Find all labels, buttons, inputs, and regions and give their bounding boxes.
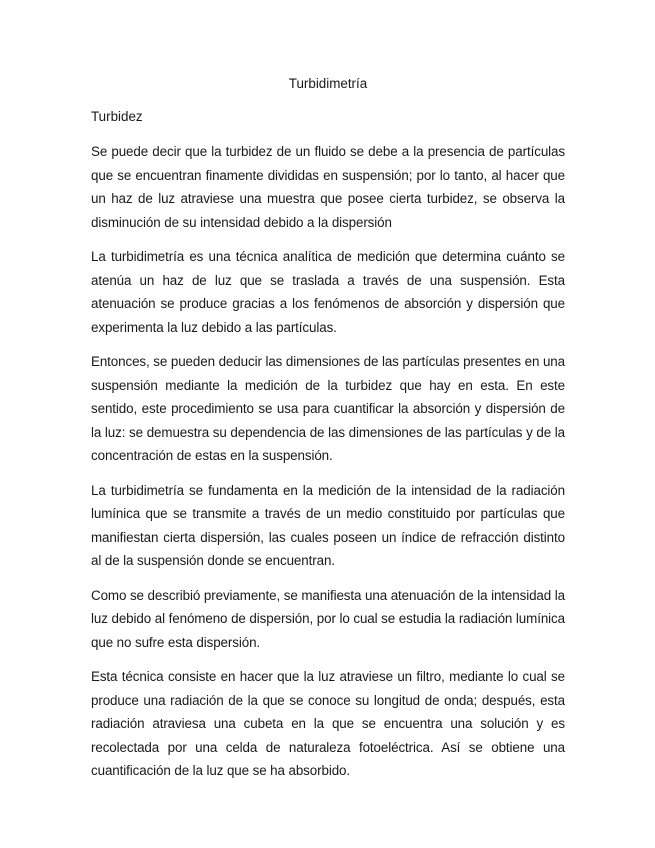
paragraph-6: Esta técnica consiste en hacer que la luz atraviese un filtro, mediante lo cual se produce una radiación de la que se conoce su longitud de onda; después, esta radiación atraviesa una cubeta en la que se encuentra una solución y es recolectada por una celda de naturaleza fotoeléctrica. Así se obtiene una cuantificación de la luz que se ha absorbido.: [91, 669, 565, 778]
paragraph-5: Como se describió previamente, se manifiesta una atenuación de la intensidad la luz debido al fenómeno de dispersión, por lo cual se estudia la radiación lumínica que no sufre esta dispersión.: [91, 587, 565, 650]
document-body: [91, 74, 565, 794]
paragraph-3: Entonces, se pueden deducir las dimensiones de las partículas presentes en una suspensión mediante la medición de la turbidez que hay en esta. En este sentido, este procedimiento se usa para cuantificar la absorción y dispersión de la luz: se demuestra su dependencia de las dimensiones de las partículas y de la concentración de estas en la suspensión.: [91, 354, 565, 463]
document-title: Turbidimetría: [288, 76, 368, 91]
paragraph-4: La turbidimetría se fundamenta en la medición de la intensidad de la radiación lumínica que se transmite a través de un medio constituido por partículas que manifiestan cierta dispersión, las cuales poseen un índice de refracción distinto al de la suspensión donde se encuentran.: [91, 482, 565, 568]
paragraph-2: La turbidimetría es una técnica analítica de medición que determina cuánto se atenúa un haz de luz que se traslada a través de una suspensión. Esta atenuación se produce gracias a los fenómenos de absorción y dispersión que experimenta la luz debido a las partículas.: [91, 249, 565, 335]
paragraph-1: Se puede decir que la turbidez de un fluido se debe a la presencia de partículas que se encuentran finamente divididas en suspensión; por lo tanto, al hacer que un haz de luz atraviese una muestra que posee cierta turbidez, se observa la disminución de su intensidad debido a la dispersión: [91, 144, 565, 230]
section-heading: Turbidez: [91, 109, 143, 124]
